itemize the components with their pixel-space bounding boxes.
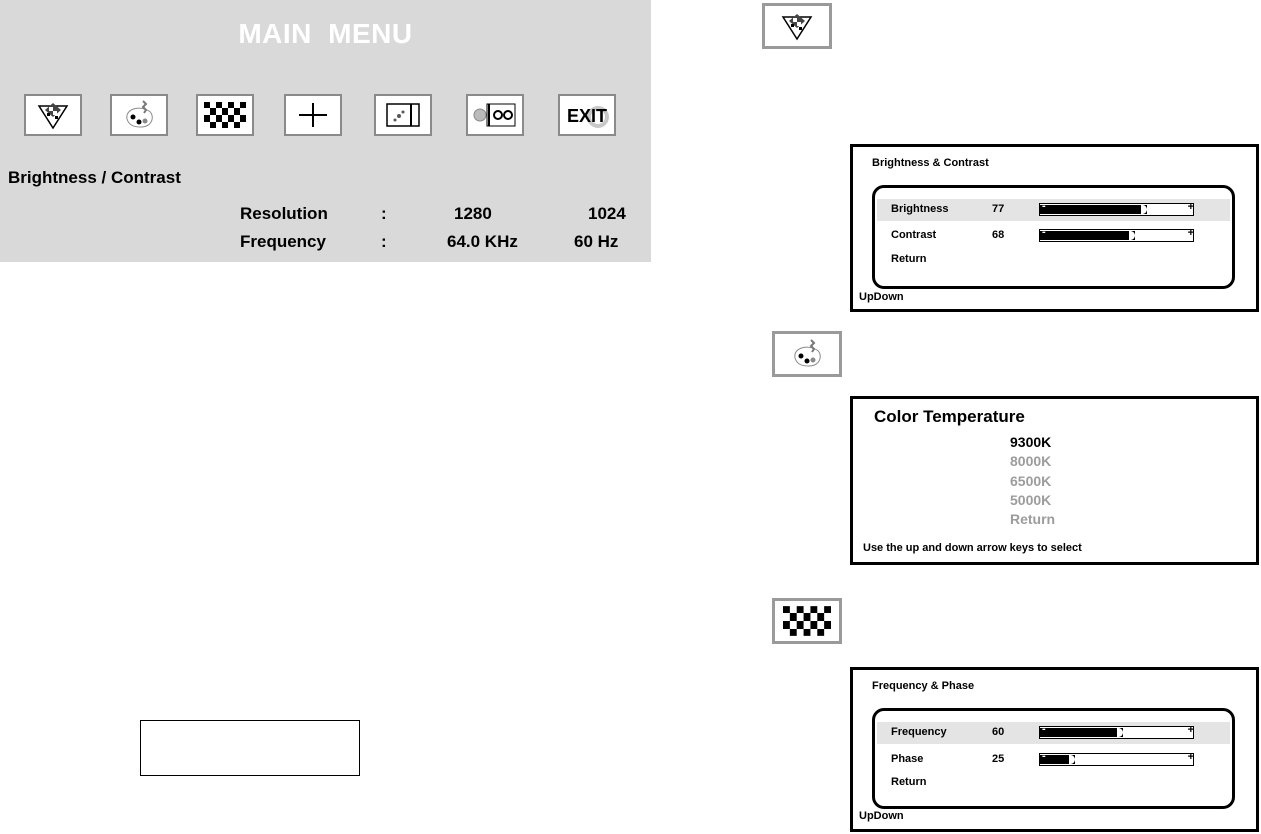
brightness-slider[interactable] [1039,200,1194,216]
option-return[interactable]: Return [1010,511,1056,527]
position-icon[interactable] [284,94,342,136]
resolution-horizontal: 1280 [454,204,492,223]
frequency-vertical: 60 Hz [574,232,619,251]
color-temperature-tile-icon [772,331,842,377]
frequency-phase-icon[interactable] [196,94,254,136]
brightness-value: 77 [992,203,1005,215]
phase-value: 25 [992,753,1005,765]
frequency-phase-dialog [850,667,1259,832]
section-label: Brightness / Contrast [8,168,181,187]
slider-fill [1040,205,1147,214]
osd-setup-icon[interactable] [466,94,524,136]
minus-icon: - [1042,226,1046,238]
minus-icon: - [1042,750,1046,762]
contrast-value: 68 [992,229,1005,241]
plus-icon: + [1187,227,1194,239]
brightness-contrast-dialog [850,144,1259,312]
resolution-label: Resolution [240,204,328,223]
frequency-label: Frequency [240,232,326,251]
exit-icon[interactable] [558,94,616,136]
dialog-title: Brightness & Contrast [872,157,989,169]
dialog-hint: Use the up and down arrow keys to select [863,542,1082,554]
brightness-label: Brightness [891,203,949,215]
slider-fill [1040,231,1135,240]
frequency-label: Frequency [891,726,947,738]
exit-label: EXIT [566,106,608,126]
color-temperature-dialog [850,396,1259,565]
frequency-phase-tile-icon [772,598,842,644]
main-menu-title: MAIN MENU [238,18,413,49]
frequency-colon: : [381,232,387,251]
plus-icon: + [1187,724,1194,736]
plus-icon: + [1187,751,1194,763]
color-temperature-icon[interactable] [110,94,168,136]
option-9300k[interactable]: 9300K [1010,434,1052,450]
plus-icon: + [1187,201,1194,213]
phase-label: Phase [891,753,924,765]
resolution-colon: : [381,204,387,223]
option-5000k[interactable]: 5000K [1010,492,1052,508]
frequency-value: 60 [992,726,1005,738]
slider-fill [1040,728,1123,737]
resolution-vertical: 1024 [588,204,626,223]
return-option[interactable]: Return [891,776,927,788]
contrast-slider[interactable] [1039,226,1194,242]
dialog-title: Color Temperature [874,407,1025,426]
brightness-contrast-tile-icon [762,3,832,49]
dialog-title: Frequency & Phase [872,680,975,692]
brightness-contrast-icon[interactable] [24,94,82,136]
return-option[interactable]: Return [891,253,927,265]
empty-box [140,720,360,776]
frequency-horizontal: 64.0 KHz [447,232,518,251]
option-8000k[interactable]: 8000K [1010,453,1052,469]
dialog-hint: UpDown [859,291,904,303]
frequency-slider[interactable] [1039,723,1194,739]
minus-icon: - [1042,723,1046,735]
main-menu-panel [0,0,651,262]
option-6500k[interactable]: 6500K [1010,473,1052,489]
minus-icon: - [1042,200,1046,212]
image-setup-icon[interactable] [374,94,432,136]
contrast-label: Contrast [891,229,937,241]
phase-slider[interactable] [1039,750,1194,766]
dialog-hint: UpDown [859,810,904,822]
